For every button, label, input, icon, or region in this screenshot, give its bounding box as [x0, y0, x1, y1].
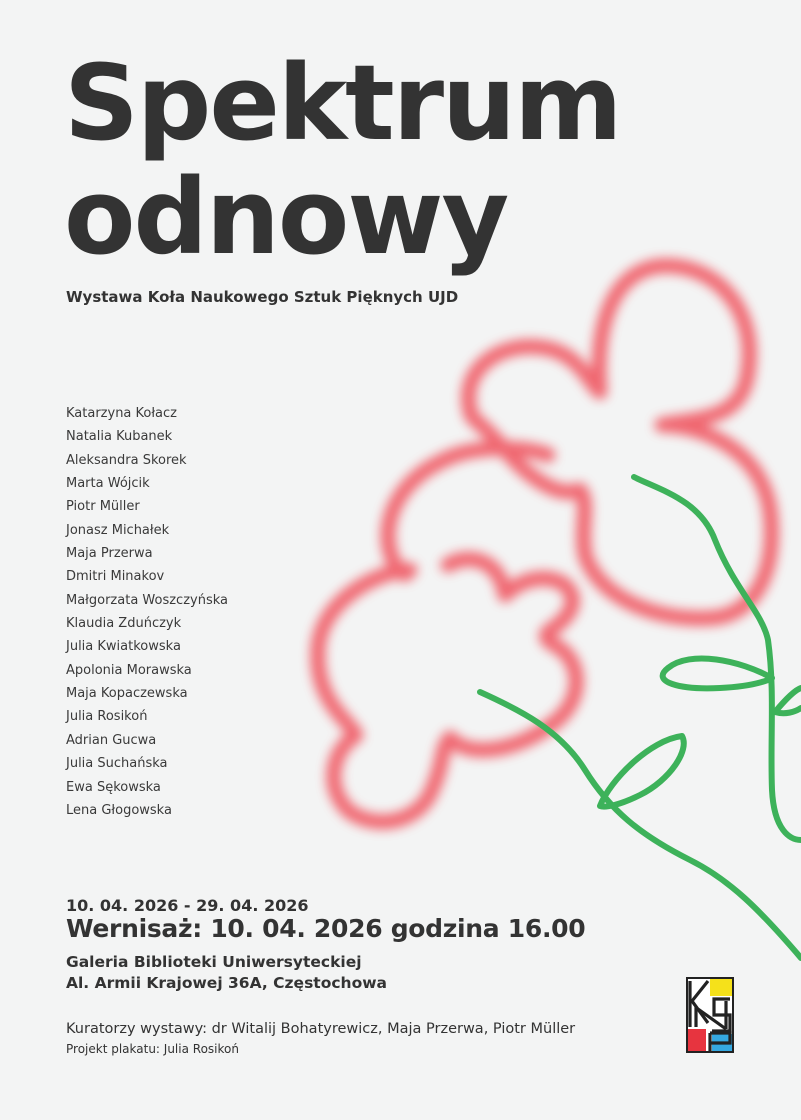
venue-block [66, 952, 387, 994]
artist-name: Lena Głogowska [66, 802, 172, 818]
artist-name: Apolonia Morawska [66, 662, 192, 678]
artist-name: Klaudia Zduńczyk [66, 616, 182, 632]
artist-name: Natalia Kubanek [66, 429, 173, 445]
artist-name: Jonasz Michałek [66, 522, 170, 538]
artist-name: Adrian Gucwa [66, 732, 157, 748]
title-line-1: Spektrum [64, 42, 621, 164]
curators-credit: Kuratorzy wystawy: dr Witalij Bohatyrewicz, Maja Przerwa, Piotr Müller [66, 1021, 576, 1037]
design-credit: Projekt plakatu: Julia Rosikoń [66, 1042, 239, 1056]
vernissage-info: Wernisaż: 10. 04. 2026 godzina 16.00 [66, 914, 586, 943]
green-stem [480, 477, 801, 958]
artist-name: Piotr Müller [66, 499, 140, 515]
artist-name: Maja Przerwa [66, 546, 153, 562]
knsp-logo [686, 977, 734, 1053]
artist-name: Julia Kwiatkowska [66, 639, 181, 655]
venue-name: Galeria Biblioteki Uniwersyteckiej [66, 953, 362, 971]
venue-address: Al. Armii Krajowej 36A, Częstochowa [66, 974, 388, 992]
artist-name: Maja Kopaczewska [66, 686, 188, 702]
artist-name: Dmitri Minakov [66, 569, 165, 585]
artist-name: Julia Rosikoń [66, 709, 148, 725]
artist-name: Marta Wójcik [66, 476, 150, 492]
artist-name: Julia Suchańska [66, 756, 168, 772]
artist-name: Ewa Sękowska [66, 779, 161, 795]
artist-list [66, 402, 228, 822]
exhibition-dates: 10. 04. 2026 - 29. 04. 2026 [66, 896, 309, 915]
artist-name: Aleksandra Skorek [66, 452, 187, 468]
artist-name: Małgorzata Woszczyńska [66, 592, 228, 608]
title-line-2: odnowy [64, 156, 508, 278]
red-flower-outline [318, 266, 772, 822]
poster-subtitle: Wystawa Koła Naukowego Sztuk Pięknych UJD [66, 288, 459, 306]
poster-title [64, 42, 621, 278]
artist-name: Katarzyna Kołacz [66, 406, 177, 421]
